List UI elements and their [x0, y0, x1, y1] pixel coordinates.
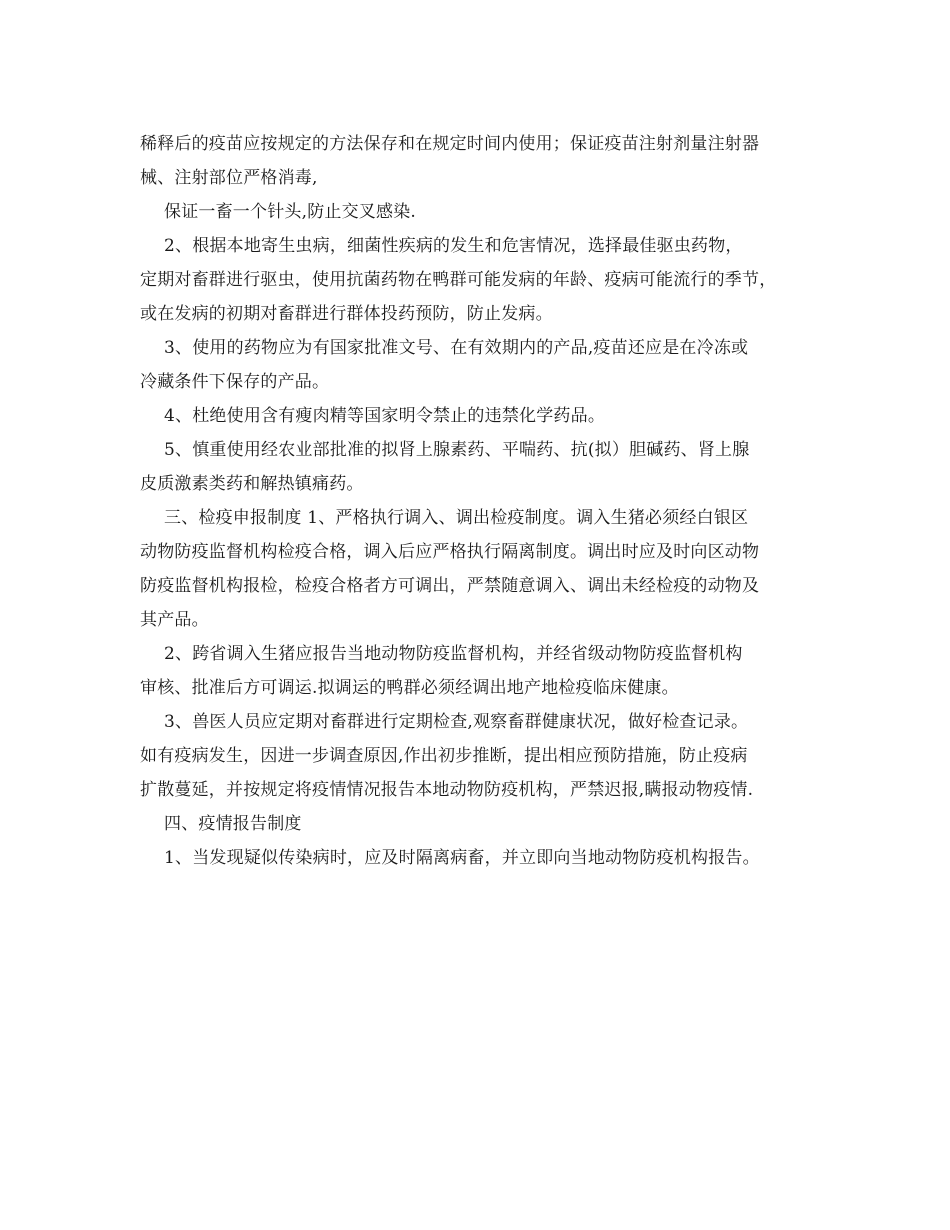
paragraph-line: 定期对畜群进行驱虫，使用抗菌药物在鸭群可能发病的年龄、疫病可能流行的季节，: [140, 270, 777, 290]
paragraph-line: 1、当发现疑似传染病时，应及时隔离病畜，并立即向当地动物防疫机构报告。: [164, 848, 760, 868]
paragraph-line: 扩散蔓延，并按规定将疫情情况报告本地动物防疫机构，严禁迟报,瞒报动物疫情.: [140, 780, 754, 800]
paragraph-line: 审核、批准后方可调运.拟调运的鸭群必须经调出地产地检疫临床健康。: [140, 678, 679, 698]
paragraph-line: 冷藏条件下保存的产品。: [140, 372, 330, 392]
paragraph-line: 皮质激素类药和解热镇痛药。: [140, 474, 364, 494]
paragraph-line: 其产品。: [140, 610, 209, 630]
paragraph-line: 防疫监督机构报检，检疫合格者方可调出，严禁随意调入、调出未经检疫的动物及: [140, 576, 760, 596]
paragraph-line: 4、杜绝使用含有瘦肉精等国家明令禁止的违禁化学药品。: [164, 406, 606, 426]
paragraph-line: 2、跨省调入生猪应报告当地动物防疫监督机构，并经省级动物防疫监督机构: [164, 644, 743, 664]
paragraph-line: 或在发病的初期对畜群进行群体投药预防，防止发病。: [140, 304, 553, 324]
paragraph-line: 如有疫病发生，因进一步调查原因,作出初步推断，提出相应预防措施，防止疫病: [140, 746, 748, 766]
paragraph-line: 2、根据本地寄生虫病，细菌性疾病的发生和危害情况，选择最佳驱虫药物，: [164, 236, 743, 256]
paragraph-line: 5、慎重使用经农业部批准的拟肾上腺素药、平喘药、抗(拟）胆碱药、肾上腺: [164, 440, 750, 460]
paragraph-line: 械、注射部位严格消毒,: [140, 168, 318, 188]
paragraph-line: 动物防疫监督机构检疫合格，调入后应严格执行隔离制度。调出时应及时向区动物: [140, 542, 760, 562]
section-heading-line: 三、检疫申报制度 1、严格执行调入、调出检疫制度。调入生猪必须经白银区: [164, 508, 749, 528]
section-heading: 四、疫情报告制度: [164, 814, 302, 834]
paragraph-line: 保证一畜一个针头,防止交叉感染.: [164, 202, 417, 222]
paragraph-line: 3、兽医人员应定期对畜群进行定期检查,观察畜群健康状况，做好检查记录。: [164, 712, 749, 732]
paragraph-line: 稀释后的疫苗应按规定的方法保存和在规定时间内使用；保证疫苗注射剂量注射器: [140, 134, 760, 154]
paragraph-line: 3、使用的药物应为有国家批准文号、在有效期内的产品,疫苗还应是在冷冻或: [164, 338, 749, 358]
document-body: [140, 127, 820, 875]
